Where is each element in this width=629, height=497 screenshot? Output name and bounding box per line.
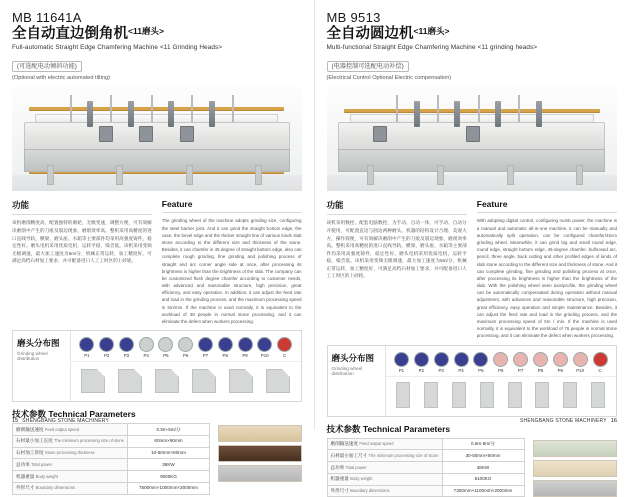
left-grinding-label [13, 331, 71, 401]
machine-grinding-head [168, 101, 174, 127]
machine-post [191, 95, 193, 122]
divider [477, 212, 617, 213]
machine-rail-top [344, 109, 600, 112]
wheel-icon [473, 352, 488, 367]
left-footer-brand: SHENGBANG STONE MACHINERY [22, 418, 109, 424]
left-sample-strips [218, 423, 302, 482]
machine-leg [255, 165, 262, 185]
right-feature-en-column [477, 195, 617, 339]
wheel-label: P3 [118, 353, 134, 358]
grinding-wheel-p8 [532, 352, 548, 373]
machine-leg [576, 165, 583, 185]
left-profile-row [71, 361, 301, 397]
right-tech-heading-cn: 技术参数 [327, 424, 361, 434]
sample-swatch [218, 465, 302, 482]
left-feature-section [12, 195, 302, 325]
right-feature-section [327, 195, 618, 339]
edge-profile-shape [452, 382, 466, 408]
grinding-wheel-p9 [237, 337, 253, 358]
wheel-icon [158, 337, 173, 352]
left-grinding-heading-cn: 磨头分布图 [17, 337, 66, 349]
wheel-icon [414, 352, 429, 367]
wheel-label: P1 [79, 353, 95, 358]
right-page [315, 0, 629, 430]
wheel-label: P9 [552, 368, 568, 373]
parameter-value-cell: 30-50mm×60mm [442, 450, 524, 462]
left-title-cn [12, 26, 302, 43]
right-option-tag-cn: (电器控制可选配电动补偿) [327, 61, 409, 72]
machine-post [151, 95, 153, 122]
machine-grinding-head [454, 101, 460, 127]
grinding-wheel-p4 [453, 352, 469, 373]
right-feature-cn-column [327, 195, 467, 339]
wheel-icon [593, 352, 608, 367]
right-title-sup: <11磨头> [414, 26, 450, 36]
right-tech-area [327, 438, 618, 497]
parameter-value-cell: 0.5m-5m/分 [128, 424, 210, 436]
divider [12, 214, 152, 215]
right-wheel-row [386, 346, 617, 376]
right-machine-photo [327, 86, 618, 191]
right-profile-row [386, 376, 617, 412]
parameter-value-cell: 5100KG [442, 473, 524, 485]
left-wheel-row [71, 331, 301, 361]
machine-post [110, 95, 112, 122]
right-grinding-heading-cn: 磨头分布图 [332, 352, 381, 364]
left-grinding-distribution [12, 330, 302, 402]
machine-control-panel [373, 126, 387, 142]
machine-base [24, 149, 290, 172]
edge-profile-shape [192, 369, 216, 393]
wheel-icon [454, 352, 469, 367]
wheel-icon [178, 337, 193, 352]
machine-grinding-head [209, 101, 215, 127]
wheel-label: C [592, 368, 608, 373]
machine-post [437, 95, 439, 122]
wheel-icon [139, 337, 154, 352]
machine-grinding-head [536, 101, 542, 127]
right-tech-table [327, 438, 525, 497]
machine-leg [507, 165, 514, 185]
right-option-tag-en: (Electrical Control Optional Electric compensation) [327, 75, 618, 81]
parameter-name-cell: 磨削输送速度 Feed output speed [327, 438, 442, 450]
left-feature-heading-en: Feature [162, 199, 302, 209]
left-option-tag-cn: (可选配电动倾斜功能) [12, 61, 82, 72]
left-machine-photo [12, 86, 302, 191]
edge-profile-shape [155, 369, 179, 393]
grinding-wheel-p5 [473, 352, 489, 373]
table-row [13, 482, 210, 494]
parameter-value-cell: 0.8m-5m/分 [442, 438, 524, 450]
wheel-label: C [277, 353, 293, 358]
machine-leg [186, 165, 193, 185]
wheel-label: P6 [493, 368, 509, 373]
machine-grinding-head [414, 101, 420, 127]
parameter-name-cell: 石材最小加工尺寸 The minimum processing size of stone [327, 450, 442, 462]
machine-rail-top [29, 107, 284, 110]
right-title-en: Multi-functional Straight Edge Chamfering Machine <11 grinding heads> [327, 44, 618, 51]
wheel-label: P9 [237, 353, 253, 358]
right-grinding-heading-en: Grinding wheel distribution [332, 366, 381, 376]
grinding-wheel-p5 [158, 337, 174, 358]
table-row [327, 438, 524, 450]
parameter-name-cell: 机器重量 Body weight [13, 471, 128, 483]
right-sample-strips [533, 438, 618, 497]
edge-profile-shape [535, 382, 549, 408]
parameter-value-cell: 10-60mm×80mm [128, 447, 210, 459]
wheel-label: P1 [393, 368, 409, 373]
wheel-icon [394, 352, 409, 367]
left-tech-heading-cn: 技术参数 [12, 409, 46, 419]
table-row [327, 450, 524, 462]
sample-swatch [218, 445, 302, 462]
table-row [327, 473, 524, 485]
table-row [13, 435, 210, 447]
machine-leg [116, 165, 123, 185]
wheel-icon [99, 337, 114, 352]
grinding-wheel-p3 [433, 352, 449, 373]
divider [327, 214, 467, 215]
edge-profile-shape [229, 369, 253, 393]
edge-profile-shape [118, 369, 142, 393]
parameter-name-cell: 外形尺寸 Boundary dimensions [327, 485, 442, 497]
edge-profile-shape [591, 382, 605, 408]
wheel-label: P7 [197, 353, 213, 358]
grinding-wheel-p1 [79, 337, 95, 358]
right-page-number: 16 [611, 418, 617, 424]
parameter-name-cell: 磨削输送速度 Feed output speed [13, 424, 128, 436]
right-tech-heading-en: Technical Parameters [363, 424, 450, 434]
machine-leg [367, 165, 374, 185]
machine-post [478, 95, 480, 122]
machine-post [396, 95, 398, 122]
machine-control-panel [139, 126, 153, 142]
grinding-wheel-p2 [413, 352, 429, 373]
edge-profile-shape [480, 382, 494, 408]
right-feature-text-cn: 该机采用数控、配套电脑数控，为手动、自动一体，可手动、自动分开使用，可配置直边与圆边两种磨头。机器的结构设计合理、美观大方，操作简便，可有效解决磨削中产生的刀痕及崩边现象，磨削效率高。整机采用高精度的进口直线导轨，横梁、磨头座、水箱等主要部件均采用高强度铸件，稳定性好。磨头电机采用优质电机，运转平稳，噪音低。该机采用变频无级调速，最大加工速度为5m/分，机械正常运转，加工精度好，可满足高档石材加工要求，并可配备进口人工工时区的上砂轮。 [327, 219, 467, 280]
edge-profile-shape [424, 382, 438, 408]
wheel-label: P10 [257, 353, 273, 358]
left-feature-en-column [162, 195, 302, 325]
left-option-tag-en: (Optional with electric automated tilting) [12, 75, 302, 81]
right-tech-heading [327, 423, 618, 435]
machine-post [518, 95, 520, 122]
left-tech-heading-en: Technical Parameters [48, 409, 135, 419]
machine-control-panel [180, 126, 194, 142]
machine-control-panel [99, 126, 113, 142]
machine-grinding-head [128, 101, 134, 127]
left-page [0, 0, 315, 430]
parameter-name-cell: 石材最小加工长度 The minimum processing size of stone [13, 435, 128, 447]
wheel-icon [277, 337, 292, 352]
wheel-label: P4 [138, 353, 154, 358]
right-grinding-label [328, 346, 386, 416]
grinding-wheel-p3 [118, 337, 134, 358]
left-feature-text-cn: 该机磨削精度高，配置独特的磨轮，无级变速，调整方便，可有效解决磨削中产生的刀痕及崩边现象，磨削效率高。整机采用高精度的进口直线导轨，横梁、磨头座、水箱等主要部件均采用高强度铸件，稳定性好。磨头电机采用优质电机，运转平稳，噪音低。该机采用变频无级调速，最大加工速度为5m/分，机械正常运转，加工精度好，可满足高档石材加工要求，并可配备进口人工工时区的上砂轮。 [12, 219, 152, 264]
right-grinding-diagram [386, 346, 617, 416]
right-title-cn-text: 全自动圆边机 [327, 26, 414, 42]
sample-swatch [218, 425, 302, 442]
grinding-wheel-p4 [138, 337, 154, 358]
wheel-label: P8 [217, 353, 233, 358]
grinding-wheel-p1 [393, 352, 409, 373]
left-feature-cn-column [12, 195, 152, 325]
parameter-value-cell: 60mm×90mm [128, 435, 210, 447]
wheel-icon [79, 337, 94, 352]
grinding-wheel-c [277, 337, 293, 358]
wheel-label: P2 [413, 368, 429, 373]
right-footer [327, 418, 618, 424]
table-row [13, 471, 210, 483]
grinding-wheel-p6 [178, 337, 194, 358]
wheel-label: P6 [178, 353, 194, 358]
table-row [327, 462, 524, 474]
grinding-wheel-p7 [513, 352, 529, 373]
wheel-label: P10 [572, 368, 588, 373]
edge-profile-shape [266, 369, 290, 393]
wheel-label: P7 [513, 368, 529, 373]
left-tech-area [12, 423, 302, 494]
wheel-icon [513, 352, 528, 367]
table-row [13, 447, 210, 459]
left-model-number: MB 11641A [12, 10, 302, 25]
wheel-icon [238, 337, 253, 352]
wheel-icon [493, 352, 508, 367]
wheel-icon [198, 337, 213, 352]
wheel-label: P4 [453, 368, 469, 373]
left-page-number: 15 [12, 418, 18, 424]
grinding-wheel-p7 [197, 337, 213, 358]
parameter-name-cell: 机器重量 Body weight [327, 473, 442, 485]
wheel-icon [553, 352, 568, 367]
table-row [327, 485, 524, 497]
machine-leg [437, 165, 444, 185]
sample-swatch [533, 480, 618, 497]
wheel-icon [533, 352, 548, 367]
edge-profile-shape [563, 382, 577, 408]
right-title-cn [327, 26, 618, 43]
grinding-wheel-p8 [217, 337, 233, 358]
edge-profile-shape [81, 369, 105, 393]
left-title-en: Full-automatic Straight Edge Chamfering Machine <11 Grinding Heads> [12, 44, 302, 51]
wheel-label: P8 [532, 368, 548, 373]
sample-swatch [533, 440, 618, 457]
parameter-name-cell: 总功率 Total power [327, 462, 442, 474]
parameter-name-cell: 总功率 Total power [13, 459, 128, 471]
wheel-label: P2 [99, 353, 115, 358]
left-feature-text-en: The grinding wheel of the machine adopts grinding size, configuring the steel barrier joint. And it can grind the straight bottom edge, the case, the bevel edge and the thicker straight line of various kinds slab stone according to the different size and thickness of the stone. Besides, it can chamfer in 45 degree of straight bottom edge, also can complete rough grinding, fine grinding and polishing process of straight and arc corner angle side at once, after processing its brightness is higher than the brightness of the slab. The company can be customized flush degree chamfer according to customer needs, with advanced and reasonable structure, high precision, great efficiency, and easy operation. In addition, it can adjust the feed rate and load in the grinding process, and the maximum processing speed is 5m/min. If the machine is used normally, it is equivalent to the workload of 38 people in normal stone processing, and it can eliminate the defect when workers processing. [162, 217, 302, 325]
parameter-value-cell: 38KW [128, 459, 210, 471]
wheel-label: P3 [433, 368, 449, 373]
wheel-icon [434, 352, 449, 367]
machine-post [232, 95, 234, 122]
wheel-icon [218, 337, 233, 352]
parameter-value-cell: 7500mm×1000mm×2000mm [128, 482, 210, 494]
left-title-sup: <11磨头> [128, 26, 164, 36]
right-grinding-distribution [327, 345, 618, 417]
wheel-label: P5 [158, 353, 174, 358]
parameter-value-cell: 38KW [442, 462, 524, 474]
parameter-value-cell: 7300mm×1100mm×2000mm [442, 485, 524, 497]
machine-leg [47, 165, 54, 185]
wheel-icon [257, 337, 272, 352]
left-grinding-heading-en: Grinding wheel distribution [17, 351, 66, 361]
table-row [13, 459, 210, 471]
machine-post [70, 95, 72, 122]
machine-control-panel [466, 126, 480, 142]
divider [162, 212, 302, 213]
edge-profile-shape [508, 382, 522, 408]
right-feature-heading-en: Feature [477, 199, 617, 209]
sample-swatch [533, 460, 618, 477]
grinding-wheel-p10 [257, 337, 273, 358]
grinding-wheel-c [592, 352, 608, 373]
left-footer [12, 418, 302, 424]
grinding-wheel-p9 [552, 352, 568, 373]
right-footer-brand: SHENGBANG STONE MACHINERY [520, 418, 607, 424]
grinding-wheel-p2 [99, 337, 115, 358]
machine-grinding-head [87, 101, 93, 127]
right-model-number: MB 9513 [327, 10, 618, 25]
machine-base [338, 149, 605, 172]
left-feature-heading-cn: 功能 [12, 199, 152, 211]
right-feature-text-en: With adopting digital control, configuring numb power, the machine is a manual and automatic all-in-one machine, it can be manually and automatically split operation, can be configured chamfer/45cm grinding wheel. Meanwhile, it can grind big and small round edge, round edge, straight bottom edge, 45-degree chamfer, bullnosed arc, pencil, three angle, back cutting and other profiled edges of kinds of slab stone according to the different size and thickness of stone. And it can complete grinding, fine grinding and polishing process at once, after processing its brightness is higher than the brightness of the slab. With the polishing wheel seen axis/profile, the grinding wheel can be automatically compensated during operation without manual adjustment, with advances and reasonable structure, high precision, great efficiency, easy operation and simple maintenance. Besides, it can adjust the feed rate and load in the grinding process, and the maximum processing speed of 5m / min. If the machine is used normally, it is equivalent to the workload of 76 people in normal stone processing, and it can eliminate the defect when workers processing. [477, 217, 617, 339]
left-title-cn-text: 全自动直边倒角机 [12, 26, 128, 42]
left-grinding-diagram [71, 331, 301, 401]
grinding-wheel-p6 [493, 352, 509, 373]
parameter-name-cell: 石材加工厚度 Stone processing thickness [13, 447, 128, 459]
wheel-label: P5 [473, 368, 489, 373]
edge-profile-shape [396, 382, 410, 408]
left-tech-table [12, 423, 210, 494]
wheel-icon [119, 337, 134, 352]
wheel-icon [573, 352, 588, 367]
right-feature-heading-cn: 功能 [327, 199, 467, 211]
parameter-value-cell: 9000KG [128, 471, 210, 483]
grinding-wheel-p10 [572, 352, 588, 373]
parameter-name-cell: 外形尺寸 Boundary dimensions [13, 482, 128, 494]
machine-grinding-head [495, 101, 501, 127]
